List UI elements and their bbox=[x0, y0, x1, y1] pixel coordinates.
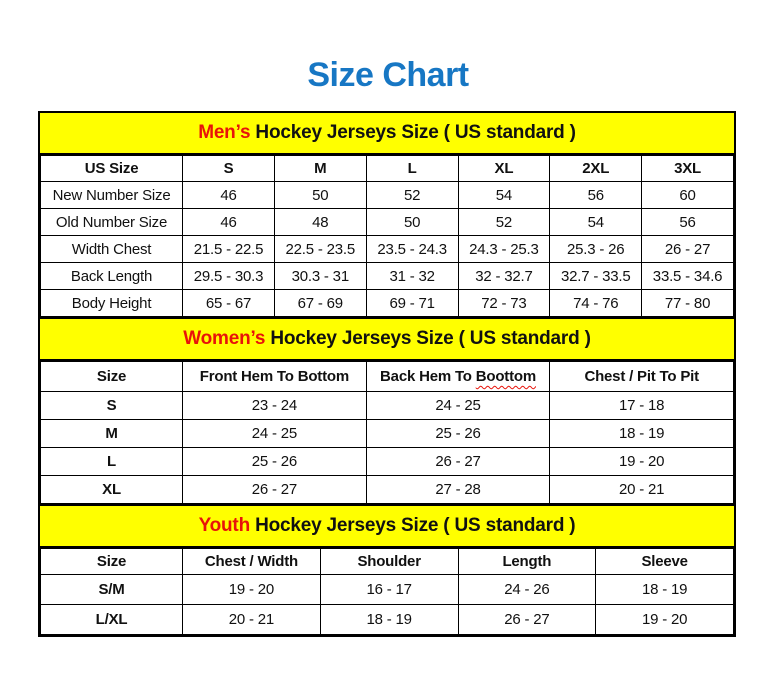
column-header: Shoulder bbox=[320, 549, 458, 575]
column-header: Chest / Pit To Pit bbox=[550, 362, 734, 392]
mens-table bbox=[40, 155, 734, 317]
cell: 52 bbox=[458, 209, 550, 236]
cell: 20 - 21 bbox=[183, 605, 321, 635]
cell: 24 - 25 bbox=[366, 392, 550, 420]
womens-banner-text: Hockey Jerseys Size ( US standard ) bbox=[265, 328, 591, 349]
cell: 46 bbox=[183, 209, 275, 236]
cell: 32 - 32.7 bbox=[458, 263, 550, 290]
cell: 74 - 76 bbox=[550, 290, 642, 317]
youth-table bbox=[40, 548, 734, 635]
cell: 26 - 27 bbox=[642, 236, 734, 263]
row-label: S bbox=[41, 392, 183, 420]
column-header: 2XL bbox=[550, 156, 642, 182]
cell: 23 - 24 bbox=[183, 392, 367, 420]
table-row bbox=[41, 392, 734, 420]
column-header: Sleeve bbox=[596, 549, 734, 575]
table-row bbox=[41, 575, 734, 605]
cell: 69 - 71 bbox=[366, 290, 458, 317]
column-header: S bbox=[183, 156, 275, 182]
cell: 65 - 67 bbox=[183, 290, 275, 317]
youth-banner-text: Hockey Jerseys Size ( US standard ) bbox=[249, 515, 576, 536]
column-header: M bbox=[274, 156, 366, 182]
row-label: L/XL bbox=[41, 605, 183, 635]
cell: 54 bbox=[458, 182, 550, 209]
youth-banner bbox=[40, 504, 734, 548]
cell: 26 - 27 bbox=[183, 476, 367, 504]
womens-table bbox=[40, 361, 734, 504]
row-label: Back Length bbox=[41, 263, 183, 290]
column-header: Size bbox=[41, 362, 183, 392]
cell: 25 - 26 bbox=[366, 420, 550, 448]
mens-banner bbox=[40, 113, 734, 155]
cell: 19 - 20 bbox=[183, 575, 321, 605]
cell: 21.5 - 22.5 bbox=[183, 236, 275, 263]
cell: 17 - 18 bbox=[550, 392, 734, 420]
youth-header-row bbox=[41, 549, 734, 575]
table-row bbox=[41, 263, 734, 290]
cell: 24 - 26 bbox=[458, 575, 596, 605]
table-row bbox=[41, 605, 734, 635]
column-header: Length bbox=[458, 549, 596, 575]
cell: 46 bbox=[183, 182, 275, 209]
cell: 24 - 25 bbox=[183, 420, 367, 448]
row-label: Body Height bbox=[41, 290, 183, 317]
cell: 50 bbox=[366, 209, 458, 236]
womens-section bbox=[40, 317, 734, 504]
cell: 32.7 - 33.5 bbox=[550, 263, 642, 290]
cell: 54 bbox=[550, 209, 642, 236]
cell: 29.5 - 30.3 bbox=[183, 263, 275, 290]
column-header: 3XL bbox=[642, 156, 734, 182]
column-header bbox=[366, 362, 550, 392]
table-row bbox=[41, 209, 734, 236]
cell: 18 - 19 bbox=[320, 605, 458, 635]
cell: 31 - 32 bbox=[366, 263, 458, 290]
column-header: XL bbox=[458, 156, 550, 182]
cell: 33.5 - 34.6 bbox=[642, 263, 734, 290]
cell: 56 bbox=[642, 209, 734, 236]
table-row bbox=[41, 236, 734, 263]
womens-header-row bbox=[41, 362, 734, 392]
cell: 56 bbox=[550, 182, 642, 209]
cell: 67 - 69 bbox=[274, 290, 366, 317]
column-header: Chest / Width bbox=[183, 549, 321, 575]
cell: 18 - 19 bbox=[550, 420, 734, 448]
cell: 72 - 73 bbox=[458, 290, 550, 317]
column-header: Front Hem To Bottom bbox=[183, 362, 367, 392]
row-label: Width Chest bbox=[41, 236, 183, 263]
table-row bbox=[41, 182, 734, 209]
cell: 23.5 - 24.3 bbox=[366, 236, 458, 263]
mens-banner-accent: Men’s bbox=[198, 122, 251, 143]
row-label: Old Number Size bbox=[41, 209, 183, 236]
table-row bbox=[41, 420, 734, 448]
cell: 50 bbox=[274, 182, 366, 209]
cell: 60 bbox=[642, 182, 734, 209]
cell: 27 - 28 bbox=[366, 476, 550, 504]
row-label: S/M bbox=[41, 575, 183, 605]
cell: 48 bbox=[274, 209, 366, 236]
youth-section bbox=[40, 504, 734, 635]
cell: 20 - 21 bbox=[550, 476, 734, 504]
table-row bbox=[41, 290, 734, 317]
cell: 19 - 20 bbox=[596, 605, 734, 635]
mens-banner-text: Hockey Jerseys Size ( US standard ) bbox=[250, 122, 576, 143]
womens-banner-accent: Women’s bbox=[183, 328, 266, 349]
row-label: M bbox=[41, 420, 183, 448]
column-header: Size bbox=[41, 549, 183, 575]
size-chart bbox=[38, 111, 736, 637]
cell: 77 - 80 bbox=[642, 290, 734, 317]
youth-banner-accent: Youth bbox=[198, 515, 250, 536]
row-label: L bbox=[41, 448, 183, 476]
cell: 26 - 27 bbox=[458, 605, 596, 635]
cell: 30.3 - 31 bbox=[274, 263, 366, 290]
cell: 18 - 19 bbox=[596, 575, 734, 605]
table-row bbox=[41, 448, 734, 476]
mens-header-row bbox=[41, 156, 734, 182]
table-row bbox=[41, 476, 734, 504]
column-header-text: Back Hem To bbox=[380, 368, 476, 385]
cell: 25 - 26 bbox=[183, 448, 367, 476]
column-header: US Size bbox=[41, 156, 183, 182]
row-label: XL bbox=[41, 476, 183, 504]
misspelled-word: Boottom bbox=[475, 368, 536, 385]
cell: 52 bbox=[366, 182, 458, 209]
womens-banner bbox=[40, 317, 734, 361]
cell: 22.5 - 23.5 bbox=[274, 236, 366, 263]
cell: 24.3 - 25.3 bbox=[458, 236, 550, 263]
cell: 26 - 27 bbox=[366, 448, 550, 476]
cell: 19 - 20 bbox=[550, 448, 734, 476]
row-label: New Number Size bbox=[41, 182, 183, 209]
page-title: Size Chart bbox=[307, 56, 469, 94]
mens-section bbox=[40, 113, 734, 317]
cell: 16 - 17 bbox=[320, 575, 458, 605]
cell: 25.3 - 26 bbox=[550, 236, 642, 263]
column-header: L bbox=[366, 156, 458, 182]
